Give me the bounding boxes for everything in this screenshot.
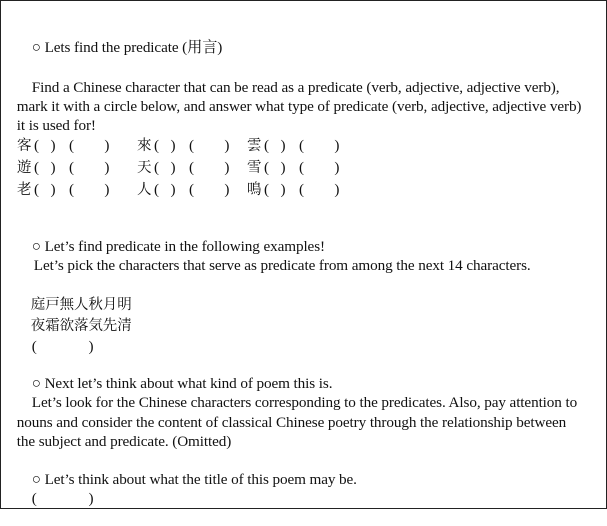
grid-small-paren: ( ) [34,159,56,176]
section-2-heading: ○ Let’s find predicate in the following examples! [31,238,325,255]
grid-cell: 老 [17,182,32,198]
grid-small-paren: ( ) [154,137,176,154]
grid-small-paren: ( ) [154,181,176,198]
grid-small-paren: ( ) [264,159,286,176]
grid-cell: 來 [137,138,152,154]
grid-small-paren: ( ) [264,137,286,154]
section-1-line-2: mark it with a circle below, and answer what type of predicate (verb, adjective, adjective verb) [16,98,582,115]
grid-large-paren: ( ) [299,137,340,154]
poem-line-1: 庭戸無人秋月明 [30,297,132,313]
grid-large-paren: ( ) [189,137,230,154]
grid-small-paren: ( ) [34,137,56,154]
grid-large-paren: ( ) [189,159,230,176]
grid-small-paren: ( ) [34,181,56,198]
section-1-heading: ○ Lets find the predicate (用言) [31,39,223,56]
section-4-heading: ○ Let’s think about what the title of this poem may be. [31,471,357,488]
title-blank: ( ) [31,490,94,507]
grid-cell: 鳴 [247,182,262,198]
section-3-line-2: nouns and consider the content of classical Chinese poetry through the relationship between [16,414,567,431]
section-1-line-3: it is used for! [16,117,96,134]
grid-large-paren: ( ) [69,181,110,198]
grid-large-paren: ( ) [189,181,230,198]
grid-cell: 天 [137,160,152,176]
grid-large-paren: ( ) [299,159,340,176]
grid-cell: 雪 [247,160,262,176]
section-3-line-1: Let’s look for the Chinese characters corresponding to the predicates. Also, pay attention to [31,394,578,411]
grid-cell: 遊 [17,160,32,176]
grid-large-paren: ( ) [69,137,110,154]
grid-large-paren: ( ) [299,181,340,198]
poem-line-2: 夜霜欲落気先清 [30,318,132,334]
grid-cell: 人 [137,182,152,198]
section-1-line-1: Find a Chinese character that can be read as a predicate (verb, adjective, adjective verb), [31,79,560,96]
section-3-line-3: the subject and predicate. (Omitted) [16,433,232,450]
grid-small-paren: ( ) [154,159,176,176]
section-2-line: Let’s pick the characters that serve as predicate from among the next 14 characters. [33,257,531,274]
grid-cell: 客 [17,138,32,154]
grid-small-paren: ( ) [264,181,286,198]
answer-blank: ( ) [31,338,94,355]
grid-large-paren: ( ) [69,159,110,176]
section-3-heading: ○ Next let’s think about what kind of poem this is. [31,375,333,392]
grid-cell: 雲 [247,138,262,154]
